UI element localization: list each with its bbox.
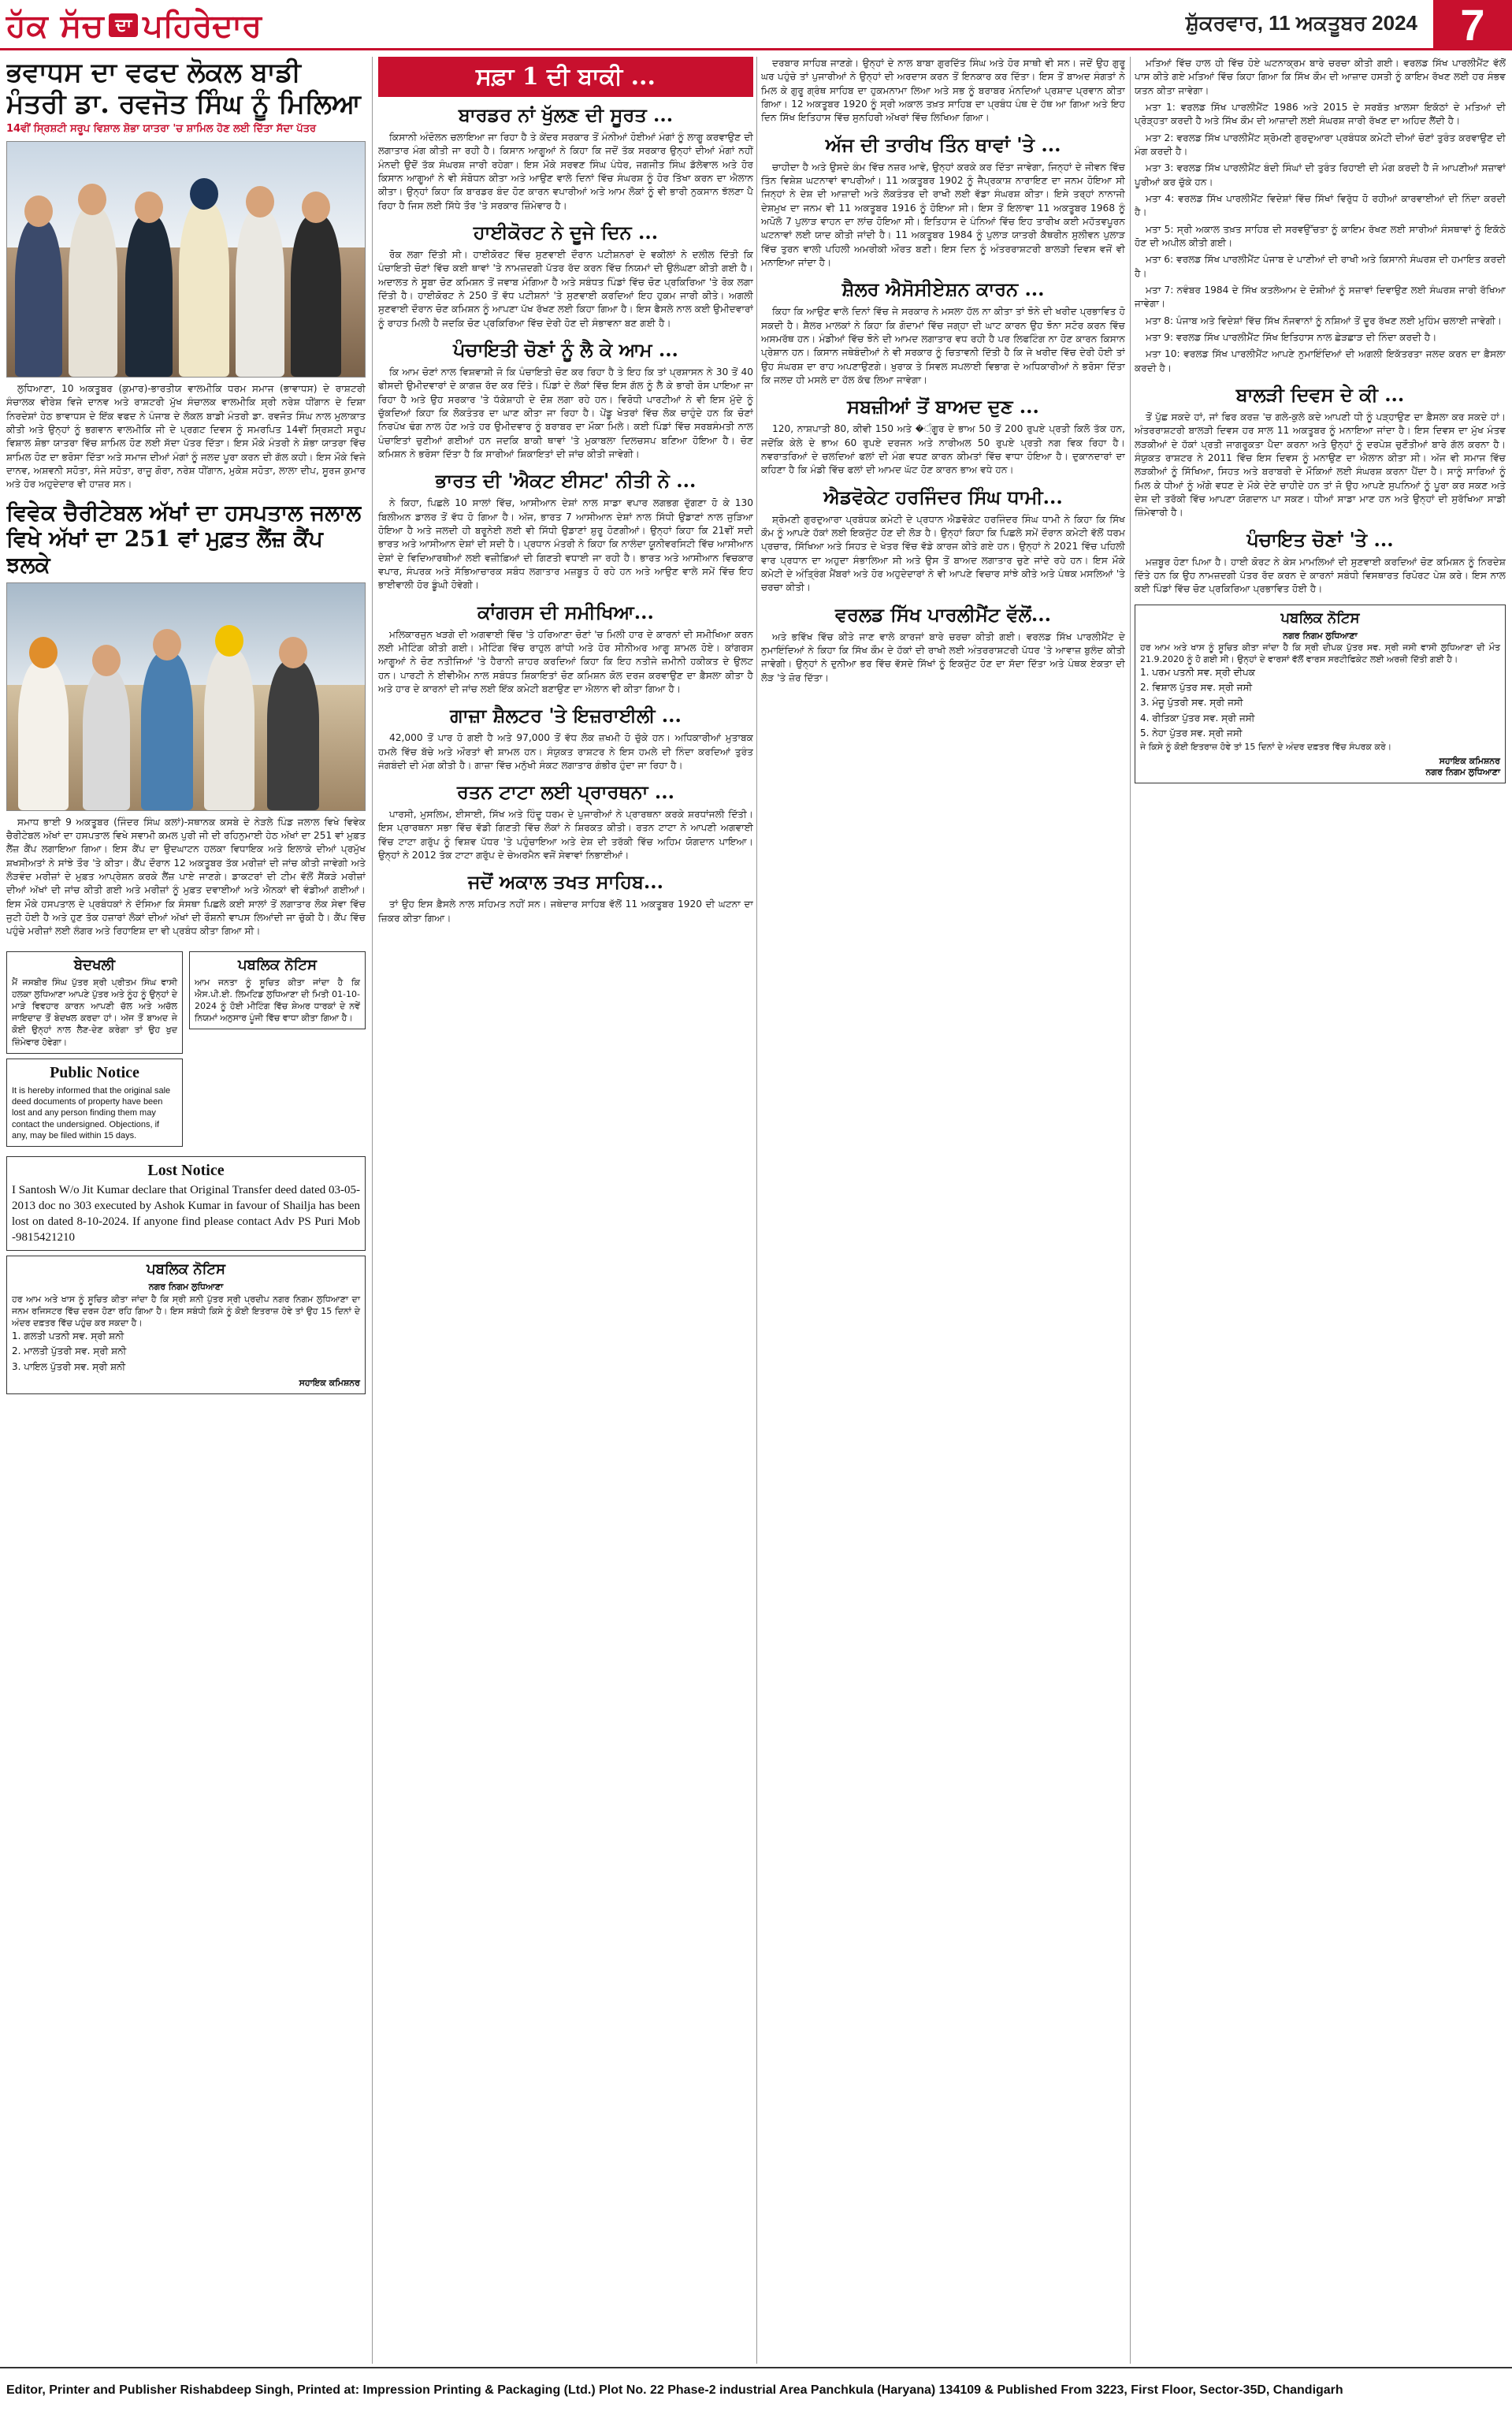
resolution-item: ਮਤਾ 7: ਨਵੰਬਰ 1984 ਦੇ ਸਿੱਖ ਕਤਲੇਆਮ ਦੇ ਦੋਸ਼ੀਆਂ ਨੂੰ ਸਜ਼ਾਵਾਂ ਦਿਵਾਉਣ ਲਈ ਸੰਘਰਸ਼ ਜਾਰੀ ਰੱਖਿਆ ਜਾਵੇਗਾ। (1135, 284, 1506, 310)
article-headline: ਪੰਚਾਇਤ ਚੋਣਾਂ 'ਤੇ ... (1246, 527, 1394, 551)
article-congress-review (378, 601, 753, 697)
list-item: 4. ਰੀਤਿਕਾ ਪੁੱਤਰ ਸਵ. ਸ੍ਰੀ ਜਸੀ (1140, 712, 1255, 724)
resolution-item: ਮਤਾ 10: ਵਰਲਡ ਸਿੱਖ ਪਾਰਲੀਮੈਂਟ ਆਪਣੇ ਨੁਮਾਇੰਦਿਆਂ ਦੀ ਅਗਲੀ ਇਕੱਤਰਤਾ ਜਲਦ ਕਰਨ ਦਾ ਫ਼ੈਸਲਾ ਕਰਦੀ ਹੈ। (1135, 348, 1506, 374)
newspaper-logo[interactable] (6, 3, 262, 47)
list-item: 2. ਮਾਲਤੀ ਪੁੱਤਰੀ ਸਵ. ਸ੍ਰੀ ਸ਼ਨੀ (12, 1345, 127, 1357)
notice-footer: ਜੇ ਕਿਸੇ ਨੂੰ ਕੋਈ ਇਤਰਾਜ਼ ਹੋਵੇ ਤਾਂ 15 ਦਿਨਾਂ ਦੇ ਅੰਦਰ ਦਫ਼ਤਰ ਵਿੱਚ ਸੰਪਰਕ ਕਰੇ। (1140, 741, 1392, 752)
masthead (0, 0, 1512, 50)
article-headline: ਐਡਵੋਕੇਟ ਹਰਜਿੰਦਰ ਸਿੰਘ ਧਾਮੀ... (823, 485, 1063, 508)
article-girl-child-day (1135, 383, 1506, 520)
list-item: 3. ਪਾਇਲ ਪੁੱਤਰੀ ਸਵ. ਸ੍ਰੀ ਸ਼ਨੀ (12, 1360, 126, 1372)
article-body: ਤਾਂ ਉਹ ਇਸ ਫ਼ੈਸਲੇ ਨਾਲ ਸਹਿਮਤ ਨਹੀਂ ਸਨ। ਜਥੇਦਾਰ ਸਾਹਿਬ ਵੱਲੋਂ 11 ਅਕਤੂਬਰ 1920 ਦੀ ਘਟਨਾ ਦਾ ਜ਼ਿਕਰ ਕੀਤਾ ਗਿਆ। (378, 899, 753, 924)
article-ratan-tata (378, 780, 753, 862)
article-body: ਨੇ ਕਿਹਾ, ਪਿਛਲੇ 10 ਸਾਲਾਂ ਵਿੱਚ, ਆਸੀਆਨ ਦੇਸ਼ਾਂ ਨਾਲ ਸਾਡਾ ਵਪਾਰ ਲਗਭਗ ਦੁੱਗਣਾ ਹੋ ਕੇ 130 ਬਿਲੀਅਨ ਡਾਲਰ ਤੋਂ ਵੱਧ ਹੋ ਗਿਆ ਹੈ। ਅੱਜ, ਭਾਰਤ 7 ਆਸੀਆਨ ਦੇਸ਼ਾਂ ਨਾਲ ਸਿੱਧੀ ਉਡਾਣਾਂ ਨਾਲ ਜੁੜਿਆ ਹੋਇਆ ਹੈ ਅਤੇ ਜਲਦੀ ਹੀ ਬਰੂਨੇਈ ਲਈ ਵੀ ਸਿੱਧੀ ਉਡਾਣਾਂ ਸ਼ੁਰੂ ਹੋਣਗੀਆਂ। ਉਨ੍ਹਾਂ ਕਿਹਾ ਕਿ 21ਵੀਂ ਸਦੀ ਭਾਰਤ ਅਤੇ ਆਸੀਆਨ ਦੇਸ਼ਾਂ ਦੀ ਸਦੀ ਹੈ। ਪ੍ਰਧਾਨ ਮੰਤਰੀ ਨੇ ਕਿਹਾ ਕਿ ਨਾਲੰਦਾ ਯੂਨੀਵਰਸਿਟੀ ਵਿੱਚ ਆਸੀਆਨ ਦੇਸ਼ਾਂ ਦੇ ਵਿਦਿਆਰਥੀਆਂ ਲਈ ਵਜ਼ੀਫ਼ਿਆਂ ਦੀ ਗਿਣਤੀ ਵਧਾਈ ਜਾ ਰਹੀ ਹੈ। ਭਾਰਤ ਅਤੇ ਆਸੀਆਨ ਵਿਚਕਾਰ ਵਪਾਰ, ਸੰਪਰਕ ਅਤੇ ਸੱਭਿਆਚਾਰਕ ਸਬੰਧ ਲਗਾਤਾਰ ਮਜ਼ਬੂਤ ਹੋ ਰਹੇ ਹਨ ਅਤੇ ਆਉਣ ਵਾਲੇ ਸਮੇਂ ਵਿੱਚ ਇਹ ਭਾਈਵਾਲੀ ਹੋਰ ਡੂੰਘੀ ਹੋਵੇਗੀ। (378, 497, 753, 591)
list-item: 2. ਵਿਸ਼ਾਲ ਪੁੱਤਰ ਸਵ. ਸ੍ਰੀ ਜਸੀ (1140, 682, 1253, 694)
article-highcourt (378, 221, 753, 330)
article-headline: ਭਵਾਧਸ ਦਾ ਵਫਦ ਲੋਕਲ ਬਾਡੀ (6, 57, 301, 88)
article-todays-date (761, 133, 1125, 270)
article-body: ਚਾਹੀਦਾ ਹੈ ਅਤੇ ਉਸਦੇ ਕੰਮ ਵਿੱਚ ਨਜ਼ਰ ਆਵੇ, ਉਨ੍ਹਾਂ ਕਰਕੇ ਕਰ ਦਿੱਤਾ ਜਾਵੇਗਾ, ਜਿਨ੍ਹਾਂ ਦੇ ਜੀਵਨ ਵਿੱਚ ਤਿੰਨ ਵਿਸ਼ੇਸ਼ ਘਟਨਾਵਾਂ ਵਾਪਰੀਆਂ। 11 ਅਕਤੂਬਰ 1902 ਨੂੰ ਜੈਪ੍ਰਕਾਸ਼ ਨਾਰਾਇਣ ਦਾ ਜਨਮ ਹੋਇਆ ਸੀ ਜਿਨ੍ਹਾਂ ਨੇ ਦੇਸ਼ ਦੀ ਆਜ਼ਾਦੀ ਅਤੇ ਲੋਕਤੰਤਰ ਦੀ ਰਾਖੀ ਲਈ ਵੱਡਾ ਸੰਘਰਸ਼ ਕੀਤਾ। ਇਸੇ ਤਰ੍ਹਾਂ ਨਾਨਾਜੀ ਦੇਸ਼ਮੁਖ ਦਾ ਜਨਮ ਵੀ 11 ਅਕਤੂਬਰ 1916 ਨੂੰ ਹੋਇਆ ਸੀ। ਇਸ ਤੋਂ ਇਲਾਵਾ 11 ਅਕਤੂਬਰ 1968 ਨੂੰ ਅਪੋਲੋ 7 ਪੁਲਾੜ ਵਾਹਨ ਦਾ ਲਾਂਚ ਹੋਇਆ ਸੀ। ਇਤਿਹਾਸ ਦੇ ਪੰਨਿਆਂ ਵਿੱਚ ਇਹ ਤਾਰੀਖ ਕਈ ਮਹੱਤਵਪੂਰਨ ਘਟਨਾਵਾਂ ਲਈ ਯਾਦ ਕੀਤੀ ਜਾਂਦੀ ਹੈ। 11 ਅਕਤੂਬਰ 1984 ਨੂੰ ਪੁਲਾੜ ਯਾਤਰੀ ਕੈਥਰੀਨ ਸੁਲੀਵਨ ਪੁਲਾੜ ਵਿੱਚ ਤੁਰਨ ਵਾਲੀ ਪਹਿਲੀ ਅਮਰੀਕੀ ਔਰਤ ਬਣੀ। ਇਸ ਦਿਨ ਨੂੰ ਅੰਤਰਰਾਸ਼ਟਰੀ ਬਾਲੜੀ ਦਿਵਸ ਵਜੋਂ ਵੀ ਮਨਾਇਆ ਜਾਂਦਾ ਹੈ। (761, 161, 1125, 268)
resolution-item: ਮਤਾ 2: ਵਰਲਡ ਸਿੱਖ ਪਾਰਲੀਮੈਂਟ ਸ਼੍ਰੋਮਣੀ ਗੁਰਦੁਆਰਾ ਪ੍ਰਬੰਧਕ ਕਮੇਟੀ ਦੀਆਂ ਚੋਣਾਂ ਤੁਰੰਤ ਕਰਵਾਉਣ ਦੀ ਮੰਗ ਕਰਦੀ ਹੈ। (1135, 132, 1506, 157)
notice-signature: ਸਹਾਇਕ ਕਮਿਸ਼ਨਰ (299, 1377, 360, 1388)
article-panchayat-elections (378, 338, 753, 461)
article-body: ਮਜ਼ਬੂਰ ਹੋਣਾ ਪਿਆ ਹੈ। ਹਾਈ ਕੋਰਟ ਨੇ ਕੇਸ ਮਾਮਲਿਆਂ ਦੀ ਸੁਣਵਾਈ ਕਰਦਿਆਂ ਚੋਣ ਕਮਿਸ਼ਨ ਨੂੰ ਨਿਰਦੇਸ਼ ਦਿੱਤੇ ਹਨ ਕਿ ਉਹ ਨਾਮਜ਼ਦਗੀ ਪੱਤਰ ਰੱਦ ਕਰਨ ਦੇ ਕਾਰਨਾਂ ਸਬੰਧੀ ਵਿਸਥਾਰਤ ਰਿਪੋਰਟ ਪੇਸ਼ ਕਰੇ। ਇਸ ਨਾਲ ਕਈ ਪਿੰਡਾਂ ਵਿੱਚ ਚੋਣ ਪ੍ਰਕਿਰਿਆ ਪ੍ਰਭਾਵਿਤ ਹੋਈ ਹੈ। (1135, 556, 1506, 595)
notice-body: ਆਮ ਜਨਤਾ ਨੂੰ ਸੂਚਿਤ ਕੀਤਾ ਜਾਂਦਾ ਹੈ ਕਿ ਐਸ.ਪੀ.ਈ. ਲਿਮਟਿਡ ਲੁਧਿਆਣਾ ਦੀ ਮਿਤੀ 01-10-2024 ਨੂੰ ਹੋਈ ਮੀਟਿੰਗ ਵਿੱਚ ਸ਼ੇਅਰ ਧਾਰਕਾਂ ਦੇ ਨਵੇਂ ਨਿਯਮਾਂ ਅਨੁਸਾਰ ਪੂੰਜੀ ਵਿੱਚ ਵਾਧਾ ਕੀਤਾ ਗਿਆ ਹੈ। (195, 977, 360, 1024)
article-headline: ਹਾਈਕੋਰਟ ਨੇ ਦੂਜੇ ਦਿਨ ... (473, 220, 659, 244)
article-body: ਕਿਹਾ ਕਿ ਆਉਣ ਵਾਲੇ ਦਿਨਾਂ ਵਿੱਚ ਜੇ ਸਰਕਾਰ ਨੇ ਮਸਲਾ ਹੱਲ ਨਾ ਕੀਤਾ ਤਾਂ ਝੋਨੇ ਦੀ ਖਰੀਦ ਪ੍ਰਭਾਵਿਤ ਹੋ ਸਕਦੀ ਹੈ। ਸ਼ੈਲਰ ਮਾਲਕਾਂ ਨੇ ਕਿਹਾ ਕਿ ਗੋਦਾਮਾਂ ਵਿੱਚ ਜਗ੍ਹਾ ਦੀ ਘਾਟ ਕਾਰਨ ਉਹ ਝੋਨਾ ਸਟੋਰ ਕਰਨ ਵਿੱਚ ਅਸਮਰੱਥ ਹਨ। ਮੰਡੀਆਂ ਵਿੱਚ ਝੋਨੇ ਦੀ ਆਮਦ ਲਗਾਤਾਰ ਵਧ ਰਹੀ ਹੈ ਪਰ ਲਿਫਟਿੰਗ ਨਾ ਹੋਣ ਕਾਰਨ ਕਿਸਾਨ ਪ੍ਰੇਸ਼ਾਨ ਹਨ। ਕਿਸਾਨ ਜਥੇਬੰਦੀਆਂ ਨੇ ਵੀ ਸਰਕਾਰ ਨੂੰ ਚਿਤਾਵਨੀ ਦਿੱਤੀ ਹੈ ਕਿ ਜੇ ਖਰੀਦ ਵਿੱਚ ਦੇਰੀ ਹੋਈ ਤਾਂ ਉਹ ਸੰਘਰਸ਼ ਦਾ ਰਾਹ ਅਪਣਾਉਣਗੇ। ਖੁਰਾਕ ਤੇ ਸਿਵਲ ਸਪਲਾਈ ਵਿਭਾਗ ਦੇ ਅਧਿਕਾਰੀਆਂ ਨੇ ਭਰੋਸਾ ਦਿੱਤਾ ਕਿ ਜਲਦ ਹੀ ਮਸਲੇ ਦਾ ਹੱਲ ਕੱਢ ਲਿਆ ਜਾਵੇਗਾ। (761, 306, 1125, 385)
article-headline: ਰਤਨ ਟਾਟਾ ਲਈ ਪ੍ਰਾਰਥਨਾ ... (457, 780, 674, 804)
article-act-east (378, 469, 753, 592)
continued-section-banner: ਸਫ਼ਾ 1 ਦੀ ਬਾਕੀ ... (378, 57, 753, 97)
column-divider (756, 57, 757, 2364)
article-headline: ਕਾਂਗਰਸ ਦੀ ਸਮੀਖਿਆ... (477, 600, 654, 623)
public-notice-english (6, 1059, 183, 1147)
list-item: 3. ਮੰਜੂ ਪੁੱਤਰੀ ਸਵ. ਸ੍ਰੀ ਜਸੀ (1140, 697, 1243, 709)
article-continuation (761, 57, 1125, 125)
notice-body: ਮੈਂ ਜਸਬੀਰ ਸਿੰਘ ਪੁੱਤਰ ਸ਼੍ਰੀ ਪ੍ਰੀਤਮ ਸਿੰਘ ਵਾਸੀ ਹਲਕਾ ਲੁਧਿਆਣਾ ਆਪਣੇ ਪੁੱਤਰ ਅਤੇ ਨੂੰਹ ਨੂੰ ਉਨ੍ਹਾਂ ਦੇ ਮਾੜੇ ਵਿਵਹਾਰ ਕਾਰਨ ਆਪਣੀ ਚੱਲ ਅਤੇ ਅਚੱਲ ਜਾਇਦਾਦ ਤੋਂ ਬੇਦਖਲ ਕਰਦਾ ਹਾਂ। ਅੱਜ ਤੋਂ ਬਾਅਦ ਜੇ ਕੋਈ ਉਨ੍ਹਾਂ ਨਾਲ ਲੈਣ-ਦੇਣ ਕਰੇਗਾ ਤਾਂ ਉਹ ਖੁਦ ਜ਼ਿੰਮੇਵਾਰ ਹੋਵੇਗਾ। (12, 977, 177, 1047)
article-body: ਸ਼੍ਰੋਮਣੀ ਗੁਰਦੁਆਰਾ ਪ੍ਰਬੰਧਕ ਕਮੇਟੀ ਦੇ ਪ੍ਰਧਾਨ ਐਡਵੋਕੇਟ ਹਰਜਿੰਦਰ ਸਿੰਘ ਧਾਮੀ ਨੇ ਕਿਹਾ ਕਿ ਸਿੱਖ ਕੌਮ ਨੂੰ ਆਪਣੇ ਹੱਕਾਂ ਲਈ ਇਕਜੁੱਟ ਹੋਣ ਦੀ ਲੋੜ ਹੈ। ਉਨ੍ਹਾਂ ਕਿਹਾ ਕਿ ਪਿਛਲੇ ਸਮੇਂ ਦੌਰਾਨ ਕਮੇਟੀ ਵੱਲੋਂ ਧਰਮ ਪ੍ਰਚਾਰ, ਸਿੱਖਿਆ ਅਤੇ ਸਿਹਤ ਦੇ ਖੇਤਰ ਵਿੱਚ ਵੱਡੇ ਕਾਰਜ ਕੀਤੇ ਗਏ ਹਨ। ਉਨ੍ਹਾਂ ਨੇ 2021 ਵਿੱਚ ਪਹਿਲੀ ਵਾਰ ਪ੍ਰਧਾਨ ਦਾ ਅਹੁਦਾ ਸੰਭਾਲਿਆ ਸੀ ਅਤੇ ਉਸ ਤੋਂ ਬਾਅਦ ਲਗਾਤਾਰ ਚੁਣੇ ਜਾਂਦੇ ਰਹੇ ਹਨ। ਇਸ ਮੌਕੇ ਕਮੇਟੀ ਦੇ ਅੰਤ੍ਰਿੰਗ ਮੈਂਬਰਾਂ ਅਤੇ ਹੋਰ ਅਹੁਦੇਦਾਰਾਂ ਨੇ ਵੀ ਆਪਣੇ ਵਿਚਾਰ ਸਾਂਝੇ ਕੀਤੇ ਅਤੇ ਪੰਥਕ ਮਸਲਿਆਂ 'ਤੇ ਚਰਚਾ ਕੀਤੀ। (761, 513, 1125, 593)
article-border (378, 103, 753, 213)
article-headline: ਸ਼ੈਲਰ ਐਸੋਸੀਏਸ਼ਨ ਕਾਰਨ ... (841, 277, 1045, 301)
article-gaza (378, 704, 753, 772)
article-sheller-association (761, 277, 1125, 387)
article-headline: ਵਿਖੇ ਅੱਖਾਂ ਦਾ 251 ਵਾਂ ਮੁਫ਼ਤ ਲੈਂਜ਼ ਕੈਂਪ ਝਲਕੇ (6, 525, 323, 578)
article-body: ਮਤਿਆਂ ਵਿੱਚ ਹਾਲ ਹੀ ਵਿੱਚ ਹੋਏ ਘਟਨਾਕ੍ਰਮ ਬਾਰੇ ਚਰਚਾ ਕੀਤੀ ਗਈ। ਵਰਲਡ ਸਿੱਖ ਪਾਰਲੀਮੈਂਟ ਵੱਲੋਂ ਪਾਸ ਕੀਤੇ ਗਏ ਮਤਿਆਂ ਵਿੱਚ ਕਿਹਾ ਗਿਆ ਕਿ ਸਿੱਖ ਕੌਮ ਦੀ ਆਜ਼ਾਦ ਹਸਤੀ ਨੂੰ ਕਾਇਮ ਰੱਖਣ ਲਈ ਹਰ ਸੰਭਵ ਯਤਨ ਕੀਤਾ ਜਾਵੇਗਾ। ਮਤਾ 1: ਵਰਲਡ ਸਿੱਖ ਪਾਰਲੀਮੈਂਟ 1986 ਅਤੇ 2015 ਦੇ ਸਰਬੱਤ ਖ਼ਾਲਸਾ ਇਕੱਠਾਂ ਦੇ ਮਤਿਆਂ ਦੀ ਪ੍ਰੋੜ੍ਹਤਾ ਕਰਦੀ ਹੈ ਅਤੇ ਸਿੱਖ ਕੌਮ ਦੀ ਆਜ਼ਾਦੀ ਲਈ ਸੰਘਰਸ਼ ਜਾਰੀ ਰੱਖਣ ਦਾ ਅਹਿਦ ਲੈਂਦੀ ਹੈ। ਮਤਾ 2: ਵਰਲਡ ਸਿੱਖ ਪਾਰਲੀਮੈਂਟ ਸ਼੍ਰੋਮਣੀ ਗੁਰਦੁਆਰਾ ਪ੍ਰਬੰਧਕ ਕਮੇਟੀ ਦੀਆਂ ਚੋਣਾਂ ਤੁਰੰਤ ਕਰਵਾਉਣ ਦੀ ਮੰਗ ਕਰਦੀ ਹੈ। ਮਤਾ 3: ਵਰਲਡ ਸਿੱਖ ਪਾਰਲੀਮੈਂਟ ਬੰਦੀ ਸਿੰਘਾਂ ਦੀ ਤੁਰੰਤ ਰਿਹਾਈ ਦੀ ਮੰਗ ਕਰਦੀ ਹੈ ਜੋ ਆਪਣੀਆਂ ਸਜ਼ਾਵਾਂ ਪੂਰੀਆਂ ਕਰ ਚੁੱਕੇ ਹਨ। ਮਤਾ 4: ਵਰਲਡ ਸਿੱਖ ਪਾਰਲੀਮੈਂਟ ਵਿਦੇਸ਼ਾਂ ਵਿੱਚ ਸਿੱਖਾਂ ਵਿਰੁੱਧ ਹੋ ਰਹੀਆਂ ਕਾਰਵਾਈਆਂ ਦੀ ਨਿੰਦਾ ਕਰਦੀ ਹੈ। ਮਤਾ 5: ਸ੍ਰੀ ਅਕਾਲ ਤਖ਼ਤ ਸਾਹਿਬ ਦੀ ਸਰਵਉੱਚਤਾ ਨੂੰ ਕਾਇਮ ਰੱਖਣ ਲਈ ਸਾਰੀਆਂ ਸੰਸਥਾਵਾਂ ਨੂੰ ਇਕੱਠੇ ਹੋਣ ਦੀ ਅਪੀਲ ਕੀਤੀ ਗਈ। ਮਤਾ 6: ਵਰਲਡ ਸਿੱਖ ਪਾਰਲੀਮੈਂਟ ਪੰਜਾਬ ਦੇ ਪਾਣੀਆਂ ਦੀ ਰਾਖੀ ਅਤੇ ਕਿਸਾਨੀ ਸੰਘਰਸ਼ ਦੀ ਹਮਾਇਤ ਕਰਦੀ ਹੈ। ਮਤਾ 7: ਨਵੰਬਰ 1984 ਦੇ ਸਿੱਖ ਕਤਲੇਆਮ ਦੇ ਦੋਸ਼ੀਆਂ ਨੂੰ ਸਜ਼ਾਵਾਂ ਦਿਵਾਉਣ ਲਈ ਸੰਘਰਸ਼ ਜਾਰੀ ਰੱਖਿਆ ਜਾਵੇਗਾ। ਮਤਾ 8: ਪੰਜਾਬ ਅਤੇ ਵਿਦੇਸ਼ਾਂ ਵਿੱਚ ਸਿੱਖ ਨੌਜਵਾਨਾਂ ਨੂੰ ਨਸ਼ਿਆਂ ਤੋਂ ਦੂਰ ਰੱਖਣ ਲਈ ਮੁਹਿੰਮ ਚਲਾਈ ਜਾਵੇਗੀ। ਮਤਾ 9: ਵਰਲਡ ਸਿੱਖ ਪਾਰਲੀਮੈਂਟ ਸਿੱਖ ਇਤਿਹਾਸ ਨਾਲ ਛੇੜਛਾੜ ਦੀ ਨਿੰਦਾ ਕਰਦੀ ਹੈ। ਮਤਾ 10: ਵਰਲਡ ਸਿੱਖ ਪਾਰਲੀਮੈਂਟ ਆਪਣੇ ਨੁਮਾਇੰਦਿਆਂ ਦੀ ਅਗਲੀ ਇਕੱਤਰਤਾ ਜਲਦ ਕਰਨ ਦਾ ਫ਼ੈਸਲਾ ਕਰਦੀ ਹੈ। (1135, 57, 1506, 375)
article-headline: ਵਿਵੇਕ ਚੈਰੀਟੇਬਲ ਅੱਖਾਂ ਦਾ ਹਸਪਤਾਲ ਜਲਾਲ (6, 499, 362, 526)
issue-date: ਸ਼ੁੱਕਰਵਾਰ, 11 ਅਕਤੂਬਰ 2024 (1185, 11, 1417, 35)
article-resolutions (1135, 57, 1506, 375)
article-panchayat-polls (1135, 528, 1506, 597)
logo-word-2: ਦਾ (109, 13, 138, 37)
resolution-item: ਮਤਾ 3: ਵਰਲਡ ਸਿੱਖ ਪਾਰਲੀਮੈਂਟ ਬੰਦੀ ਸਿੰਘਾਂ ਦੀ ਤੁਰੰਤ ਰਿਹਾਈ ਦੀ ਮੰਗ ਕਰਦੀ ਹੈ ਜੋ ਆਪਣੀਆਂ ਸਜ਼ਾਵਾਂ ਪੂਰੀਆਂ ਕਰ ਚੁੱਕੇ ਹਨ। (1135, 162, 1506, 188)
notice-body: ਹਰ ਆਮ ਅਤੇ ਖਾਸ ਨੂੰ ਸੂਚਿਤ ਕੀਤਾ ਜਾਂਦਾ ਹੈ ਕਿ ਸ੍ਰੀ ਦੀਪਕ ਪੁੱਤਰ ਸਵ. ਸ੍ਰੀ ਜਸੀ ਵਾਸੀ ਲੁਧਿਆਣਾ ਦੀ ਮੌਤ 21.9.2020 ਨੂੰ ਹੋ ਗਈ ਸੀ। ਉਨ੍ਹਾਂ ਦੇ ਵਾਰਸਾਂ ਵੱਲੋਂ ਵਾਰਸ ਸਰਟੀਫਿਕੇਟ ਲਈ ਅਰਜ਼ੀ ਦਿੱਤੀ ਗਈ ਹੈ। (1140, 642, 1500, 664)
article-headline: ਜਦੋਂ ਅਕਾਲ ਤਖਤ ਸਾਹਿਬ... (467, 870, 663, 894)
article-body: ਮਲਿਕਾਰਜੁਨ ਖੜਗੇ ਦੀ ਅਗਵਾਈ ਵਿੱਚ 'ਤੇ ਹਰਿਆਣਾ ਚੋਣਾਂ 'ਚ ਮਿਲੀ ਹਾਰ ਦੇ ਕਾਰਨਾਂ ਦੀ ਸਮੀਖਿਆ ਕਰਨ ਲਈ ਮੀਟਿੰਗ ਕੀਤੀ ਗਈ। ਮੀਟਿੰਗ ਵਿੱਚ ਰਾਹੁਲ ਗਾਂਧੀ ਅਤੇ ਹੋਰ ਸੀਨੀਅਰ ਆਗੂ ਸ਼ਾਮਲ ਹੋਏ। ਕਾਂਗਰਸ ਆਗੂਆਂ ਨੇ ਚੋਣ ਨਤੀਜਿਆਂ 'ਤੇ ਹੈਰਾਨੀ ਜ਼ਾਹਰ ਕਰਦਿਆਂ ਕਿਹਾ ਕਿ ਇਹ ਨਤੀਜੇ ਜ਼ਮੀਨੀ ਹਕੀਕਤ ਦੇ ਉਲਟ ਹਨ। ਪਾਰਟੀ ਨੇ ਈਵੀਐਮ ਨਾਲ ਸਬੰਧਤ ਸ਼ਿਕਾਇਤਾਂ ਚੋਣ ਕਮਿਸ਼ਨ ਕੋਲ ਦਰਜ ਕਰਵਾਉਣ ਦਾ ਫ਼ੈਸਲਾ ਕੀਤਾ ਹੈ ਅਤੇ ਹਾਰ ਦੇ ਕਾਰਨਾਂ ਦੀ ਜਾਂਚ ਲਈ ਇੱਕ ਕਮੇਟੀ ਬਣਾਉਣ ਦਾ ਐਲਾਨ ਵੀ ਕੀਤਾ ਗਿਆ ਹੈ। (378, 628, 753, 694)
notice-title: ਬੇਦਖਲੀ (73, 956, 116, 973)
article-world-sikh-parliament (761, 603, 1125, 685)
article-dhami (761, 486, 1125, 595)
article-headline: ਸਬਜ਼ੀਆਂ ਤੋਂ ਬਾਅਦ ਦੁਣ ... (847, 395, 1039, 419)
column-divider (1130, 57, 1131, 2364)
notice-title: ਪਬਲਿਕ ਨੋਟਿਸ (147, 1261, 225, 1278)
notice-signature: ਸਹਾਇਕ ਕਮਿਸ਼ਨਰ ਨਗਰ ਨਿਗਮ ਲੁਧਿਆਣਾ (1425, 756, 1500, 778)
list-item: 1. ਪਰਮ ਪਤਨੀ ਸਵ. ਸ੍ਰੀ ਦੀਪਕ (1140, 667, 1255, 679)
article-subhead: 14ਵੀਂ ਸ੍ਰਿਸ਼ਟੀ ਸਰੂਪ ਵਿਸ਼ਾਲ ਸ਼ੋਭਾ ਯਾਤਰਾ 'ਚ ਸ਼ਾਮਿਲ ਹੋਣ ਲਈ ਦਿੱਤਾ ਸੱਦਾ ਪੱਤਰ (6, 123, 317, 136)
article-akal-takht (378, 870, 753, 925)
article-body: ਰੋਕ ਲਗਾ ਦਿੱਤੀ ਸੀ। ਹਾਈਕੋਰਟ ਵਿੱਚ ਸੁਣਵਾਈ ਦੌਰਾਨ ਪਟੀਸ਼ਨਰਾਂ ਦੇ ਵਕੀਲਾਂ ਨੇ ਦਲੀਲ ਦਿੱਤੀ ਕਿ ਪੰਚਾਇਤੀ ਚੋਣਾਂ ਵਿੱਚ ਕਈ ਥਾਵਾਂ 'ਤੇ ਨਾਮਜ਼ਦਗੀ ਪੱਤਰ ਰੱਦ ਕਰਨ ਵਿੱਚ ਨਿਯਮਾਂ ਦੀ ਉਲੰਘਣਾ ਕੀਤੀ ਗਈ ਹੈ। ਅਦਾਲਤ ਨੇ ਸੂਬਾ ਚੋਣ ਕਮਿਸ਼ਨ ਤੋਂ ਜਵਾਬ ਮੰਗਿਆ ਹੈ ਅਤੇ ਸਬੰਧਤ ਪਿੰਡਾਂ ਵਿੱਚ ਚੋਣ ਪ੍ਰਕਿਰਿਆ 'ਤੇ ਰੋਕ ਲਗਾ ਦਿੱਤੀ ਹੈ। ਹਾਈਕੋਰਟ ਨੇ 250 ਤੋਂ ਵੱਧ ਪਟੀਸ਼ਨਾਂ 'ਤੇ ਸੁਣਵਾਈ ਕਰਦਿਆਂ ਇਹ ਹੁਕਮ ਜਾਰੀ ਕੀਤੇ। ਅਗਲੀ ਸੁਣਵਾਈ ਦੌਰਾਨ ਚੋਣ ਕਮਿਸ਼ਨ ਨੂੰ ਆਪਣਾ ਪੱਖ ਰੱਖਣ ਲਈ ਕਿਹਾ ਗਿਆ ਹੈ। ਇਸ ਫੈਸਲੇ ਨਾਲ ਕਈ ਉਮੀਦਵਾਰਾਂ ਨੂੰ ਰਾਹਤ ਮਿਲੀ ਹੈ ਜਦਕਿ ਚੋਣ ਪ੍ਰਕਿਰਿਆ ਵਿੱਚ ਦੇਰੀ ਹੋਣ ਦੀ ਸੰਭਾਵਨਾ ਬਣ ਗਈ ਹੈ। (378, 248, 753, 329)
article-body: ਦਰਬਾਰ ਸਾਹਿਬ ਜਾਣਗੇ। ਉਨ੍ਹਾਂ ਦੇ ਨਾਲ ਬਾਬਾ ਗੁਰਦਿੱਤ ਸਿੰਘ ਅਤੇ ਹੋਰ ਸਾਥੀ ਵੀ ਸਨ। ਜਦੋਂ ਉਹ ਗੁਰੂ ਘਰ ਪਹੁੰਚੇ ਤਾਂ ਪੁਜਾਰੀਆਂ ਨੇ ਉਨ੍ਹਾਂ ਦੀ ਅਰਦਾਸ ਕਰਨ ਤੋਂ ਇਨਕਾਰ ਕਰ ਦਿੱਤਾ। ਇਸ ਤੋਂ ਬਾਅਦ ਸੰਗਤਾਂ ਨੇ ਮਿਲ ਕੇ ਗੁਰੂ ਗ੍ਰੰਥ ਸਾਹਿਬ ਦਾ ਹੁਕਮਨਾਮਾ ਲਿਆ ਅਤੇ ਸਭ ਨੂੰ ਬਰਾਬਰ ਮੰਨਦਿਆਂ ਪ੍ਰਸ਼ਾਦ ਪ੍ਰਵਾਨ ਕੀਤਾ ਗਿਆ। 12 ਅਕਤੂਬਰ 1920 ਨੂੰ ਸ੍ਰੀ ਅਕਾਲ ਤਖ਼ਤ ਸਾਹਿਬ ਦਾ ਪ੍ਰਬੰਧ ਪੰਥ ਦੇ ਹੱਥ ਆ ਗਿਆ ਅਤੇ ਇਹ ਦਿਨ ਸਿੱਖ ਇਤਿਹਾਸ ਵਿੱਚ ਸੁਨਹਿਰੀ ਅੱਖਰਾਂ ਵਿੱਚ ਲਿਖਿਆ ਗਿਆ। (761, 58, 1125, 124)
article-headline: ਪੰਚਾਇਤੀ ਚੋਣਾਂ ਨੂੰ ਲੈ ਕੇ ਆਮ ... (453, 337, 678, 361)
column-divider (372, 57, 373, 2364)
article-bhavadhas (6, 57, 366, 492)
notice-title: ਪਬਲਿਕ ਨੋਟਿਸ (1280, 609, 1360, 627)
column-3 (761, 57, 1125, 2364)
logo-word-1: ਹੱਕ ਸੱਚ (6, 6, 105, 44)
resolution-item: ਮਤਾ 9: ਵਰਲਡ ਸਿੱਖ ਪਾਰਲੀਮੈਂਟ ਸਿੱਖ ਇਤਿਹਾਸ ਨਾਲ ਛੇੜਛਾੜ ਦੀ ਨਿੰਦਾ ਕਰਦੀ ਹੈ। (1146, 331, 1437, 343)
page-number: 7 (1433, 0, 1512, 50)
notice-title: Public Notice (50, 1063, 139, 1081)
company-public-notice (189, 951, 366, 1030)
article-headline: ਭਾਰਤ ਦੀ 'ਐਕਟ ਈਸਟ' ਨੀਤੀ ਨੇ ... (435, 469, 697, 493)
notice-body: ਹਰ ਆਮ ਅਤੇ ਖਾਸ ਨੂੰ ਸੂਚਿਤ ਕੀਤਾ ਜਾਂਦਾ ਹੈ ਕਿ ਸ੍ਰੀ ਸ਼ਨੀ ਪੁੱਤਰ ਸ੍ਰੀ ਪ੍ਰਦੀਪ ਨਗਰ ਨਿਗਮ ਲੁਧਿਆਣਾ ਦਾ ਜਨਮ ਰਜਿਸਟਰ ਵਿੱਚ ਦਰਜ ਹੋਣਾ ਰਹਿ ਗਿਆ ਹੈ। ਇਸ ਸਬੰਧੀ ਕਿਸੇ ਨੂੰ ਕੋਈ ਇਤਰਾਜ਼ ਹੋਵੇ ਤਾਂ ਉਹ 15 ਦਿਨਾਂ ਦੇ ਅੰਦਰ ਦਫ਼ਤਰ ਵਿੱਚ ਪਹੁੰਚ ਕਰ ਸਕਦਾ ਹੈ। (12, 1293, 360, 1328)
resolution-item: ਮਤਾ 8: ਪੰਜਾਬ ਅਤੇ ਵਿਦੇਸ਼ਾਂ ਵਿੱਚ ਸਿੱਖ ਨੌਜਵਾਨਾਂ ਨੂੰ ਨਸ਼ਿਆਂ ਤੋਂ ਦੂਰ ਰੱਖਣ ਲਈ ਮੁਹਿੰਮ ਚਲਾਈ ਜਾਵੇਗੀ। (1146, 314, 1503, 326)
article-body: ਸਮਾਧ ਭਾਈ 9 ਅਕਤੂਬਰ (ਜਿੰਦਰ ਸਿੰਘ ਕਲਾਂ)-ਸਥਾਨਕ ਕਸਬੇ ਦੇ ਨੇੜਲੇ ਪਿੰਡ ਜਲਾਲ ਵਿਖੇ ਵਿਵੇਕ ਚੈਰੀਟੇਬਲ ਅੱਖਾਂ ਦਾ ਹਸਪਤਾਲ ਵਿਖੇ ਸਵਾਮੀ ਕਮਲ ਪੁਰੀ ਜੀ ਦੀ ਰਹਿਨੁਮਾਈ ਹੇਠ ਅੱਖਾਂ ਦਾ 251 ਵਾਂ ਮੁਫ਼ਤ ਲੈਂਜ਼ ਕੈਂਪ ਲਗਾਇਆ ਗਿਆ। ਇਸ ਕੈਂਪ ਦਾ ਉਦਘਾਟਨ ਹਲਕਾ ਵਿਧਾਇਕ ਅਤੇ ਇਲਾਕੇ ਦੀਆਂ ਪ੍ਰਮੁੱਖ ਸ਼ਖਸੀਅਤਾਂ ਨੇ ਸਾਂਝੇ ਤੌਰ 'ਤੇ ਕੀਤਾ। ਕੈਂਪ ਦੌਰਾਨ 12 ਅਕਤੂਬਰ ਤੱਕ ਮਰੀਜ਼ਾਂ ਦੀ ਜਾਂਚ ਕੀਤੀ ਜਾਵੇਗੀ ਅਤੇ ਲੋੜਵੰਦ ਮਰੀਜ਼ਾਂ ਦੇ ਮੁਫ਼ਤ ਆਪ੍ਰੇਸ਼ਨ ਕਰਕੇ ਲੈਂਜ਼ ਪਾਏ ਜਾਣਗੇ। ਡਾਕਟਰਾਂ ਦੀ ਟੀਮ ਵੱਲੋਂ ਸੈਂਕੜੇ ਮਰੀਜ਼ਾਂ ਦੀਆਂ ਅੱਖਾਂ ਦੀ ਜਾਂਚ ਕੀਤੀ ਗਈ ਅਤੇ ਮਰੀਜ਼ਾਂ ਨੂੰ ਮੁਫ਼ਤ ਦਵਾਈਆਂ ਅਤੇ ਐਨਕਾਂ ਵੀ ਵੰਡੀਆਂ ਗਈਆਂ। ਇਸ ਮੌਕੇ ਹਸਪਤਾਲ ਦੇ ਪ੍ਰਬੰਧਕਾਂ ਨੇ ਦੱਸਿਆ ਕਿ ਸੰਸਥਾ ਪਿਛਲੇ ਕਈ ਸਾਲਾਂ ਤੋਂ ਲਗਾਤਾਰ ਲੋਕ ਸੇਵਾ ਵਿੱਚ ਜੁਟੀ ਹੋਈ ਹੈ ਅਤੇ ਹੁਣ ਤੱਕ ਹਜ਼ਾਰਾਂ ਲੋਕਾਂ ਦੀਆਂ ਅੱਖਾਂ ਦੀ ਰੌਸ਼ਨੀ ਵਾਪਸ ਲਿਆਂਦੀ ਜਾ ਚੁੱਕੀ ਹੈ। ਕੈਂਪ ਵਿੱਚ ਪਹੁੰਚੇ ਮਰੀਜ਼ਾਂ ਲਈ ਲੰਗਰ ਅਤੇ ਰਿਹਾਇਸ਼ ਦਾ ਵੀ ਪ੍ਰਬੰਧ ਕੀਤਾ ਗਿਆ ਸੀ। (6, 816, 366, 937)
article-photo (6, 141, 366, 378)
article-body: ਲੁਧਿਆਣਾ, 10 ਅਕਤੂਬਰ (ਕੁਮਾਰ)-ਭਾਰਤੀਯ ਵਾਲਮੀਕਿ ਧਰਮ ਸਮਾਜ (ਭਾਵਾਧਸ) ਦੇ ਰਾਸ਼ਟਰੀ ਸੰਚਾਲਕ ਵੀਰੇਸ਼ ਵਿਜੇ ਦਾਨਵ ਅਤੇ ਰਾਸ਼ਟਰੀ ਮੁੱਖ ਸੰਚਾਲਕ ਵਾਲਮੀਕਿ ਸ਼੍ਰੀ ਨਰੇਸ਼ ਧੀਂਗਾਨ ਦੇ ਦਿਸ਼ਾ ਨਿਰਦੇਸ਼ਾਂ ਹੇਠ ਭਾਵਾਧਸ ਦੇ ਇੱਕ ਵਫਦ ਨੇ ਪੰਜਾਬ ਦੇ ਲੋਕਲ ਬਾਡੀ ਮੰਤਰੀ ਡਾ. ਰਵਜੋਤ ਸਿੰਘ ਨਾਲ ਮੁਲਾਕਾਤ ਕੀਤੀ ਅਤੇ ਉਨ੍ਹਾਂ ਨੂੰ ਭਗਵਾਨ ਵਾਲਮੀਕਿ ਜੀ ਦੇ ਪ੍ਰਗਟ ਦਿਵਸ ਨੂੰ ਸਮਰਪਿਤ 14ਵੀਂ ਸ੍ਰਿਸ਼ਟੀ ਸਰੂਪ ਵਿਸ਼ਾਲ ਸ਼ੋਭਾ ਯਾਤਰਾ ਵਿੱਚ ਸ਼ਾਮਿਲ ਹੋਣ ਲਈ ਸੱਦਾ ਪੱਤਰ ਦਿੱਤਾ। ਇਸ ਮੌਕੇ ਮੰਤਰੀ ਨੇ ਸ਼ੋਭਾ ਯਾਤਰਾ ਵਿੱਚ ਸ਼ਾਮਿਲ ਹੋਣ ਦਾ ਭਰੋਸਾ ਦਿੱਤਾ ਅਤੇ ਸਮਾਜ ਦੀਆਂ ਮੰਗਾਂ ਨੂੰ ਜਲਦ ਪੂਰਾ ਕਰਨ ਦੀ ਗੱਲ ਕਹੀ। ਇਸ ਮੌਕੇ ਵਿਜੇ ਦਾਨਵ, ਅਸ਼ਵਨੀ ਸਹੋਤਾ, ਸੰਜੇ ਸਹੋਤਾ, ਰਾਜੂ ਗੋਰਾ, ਨਰੇਸ਼ ਧੀਂਗਾਨ, ਮੁਕੇਸ਼ ਸਹੋਤਾ, ਲਾਲਾ ਦੀਪ, ਸੂਰਜ ਕੁਮਾਰ ਅਤੇ ਹੋਰ ਅਹੁਦੇਦਾਰ ਵੀ ਹਾਜ਼ਰ ਸਨ। (6, 383, 366, 490)
article-headline: ਬਾਲੜੀ ਦਿਵਸ ਦੇ ਕੀ ... (1235, 382, 1405, 406)
resolution-item: ਮਤਾ 5: ਸ੍ਰੀ ਅਕਾਲ ਤਖ਼ਤ ਸਾਹਿਬ ਦੀ ਸਰਵਉੱਚਤਾ ਨੂੰ ਕਾਇਮ ਰੱਖਣ ਲਈ ਸਾਰੀਆਂ ਸੰਸਥਾਵਾਂ ਨੂੰ ਇਕੱਠੇ ਹੋਣ ਦੀ ਅਪੀਲ ਕੀਤੀ ਗਈ। (1135, 223, 1506, 248)
article-body: ਕਿਸਾਨੀ ਅੰਦੋਲਨ ਚਲਾਇਆ ਜਾ ਰਿਹਾ ਹੈ ਤੇ ਕੇਂਦਰ ਸਰਕਾਰ ਤੋਂ ਮੰਨੀਆਂ ਹੋਈਆਂ ਮੰਗਾਂ ਨੂੰ ਲਾਗੂ ਕਰਵਾਉਣ ਦੀ ਲਗਾਤਾਰ ਮੰਗ ਕੀਤੀ ਜਾ ਰਹੀ ਹੈ। ਕਿਸਾਨ ਆਗੂਆਂ ਨੇ ਕਿਹਾ ਕਿ ਜਦੋਂ ਤੱਕ ਸਰਕਾਰ ਉਨ੍ਹਾਂ ਦੀਆਂ ਮੰਗਾਂ ਨਹੀਂ ਮੰਨਦੀ ਉਦੋਂ ਤੱਕ ਸੰਘਰਸ਼ ਜਾਰੀ ਰਹੇਗਾ। ਇਸ ਮੌਕੇ ਸਰਵਣ ਸਿੰਘ ਪੰਧੇਰ, ਜਗਜੀਤ ਸਿੰਘ ਡੱਲੇਵਾਲ ਅਤੇ ਹੋਰ ਕਿਸਾਨ ਆਗੂਆਂ ਨੇ ਵੀ ਸੰਬੋਧਨ ਕੀਤਾ ਅਤੇ ਆਉਣ ਵਾਲੇ ਦਿਨਾਂ ਵਿੱਚ ਸੰਘਰਸ਼ ਨੂੰ ਹੋਰ ਤਿੱਖਾ ਕਰਨ ਦਾ ਐਲਾਨ ਕੀਤਾ। ਉਨ੍ਹਾਂ ਕਿਹਾ ਕਿ ਬਾਰਡਰ ਬੰਦ ਹੋਣ ਕਾਰਨ ਵਪਾਰੀਆਂ ਅਤੇ ਆਮ ਲੋਕਾਂ ਨੂੰ ਵੀ ਭਾਰੀ ਨੁਕਸਾਨ ਝੱਲਣਾ ਪੈ ਰਿਹਾ ਹੈ ਜਿਸ ਲਈ ਸਿੱਧੇ ਤੌਰ 'ਤੇ ਸਰਕਾਰ ਜ਼ਿੰਮੇਵਾਰ ਹੈ। (378, 132, 753, 211)
article-body: ਪਾਰਸੀ, ਮੁਸਲਿਮ, ਈਸਾਈ, ਸਿੱਖ ਅਤੇ ਹਿੰਦੂ ਧਰਮ ਦੇ ਪੁਜਾਰੀਆਂ ਨੇ ਪ੍ਰਾਰਥਨਾ ਕਰਕੇ ਸ਼ਰਧਾਂਜਲੀ ਦਿੱਤੀ। ਇਸ ਪ੍ਰਾਰਥਨਾ ਸਭਾ ਵਿੱਚ ਵੱਡੀ ਗਿਣਤੀ ਵਿੱਚ ਲੋਕਾਂ ਨੇ ਸ਼ਿਰਕਤ ਕੀਤੀ। ਰਤਨ ਟਾਟਾ ਨੇ ਆਪਣੀ ਅਗਵਾਈ ਵਿੱਚ ਟਾਟਾ ਗਰੁੱਪ ਨੂੰ ਵਿਸ਼ਵ ਪੱਧਰ 'ਤੇ ਪਹੁੰਚਾਇਆ ਅਤੇ ਦੇਸ਼ ਦੀ ਤਰੱਕੀ ਵਿੱਚ ਅਹਿਮ ਯੋਗਦਾਨ ਪਾਇਆ। ਉਨ੍ਹਾਂ ਨੇ 2012 ਤੱਕ ਟਾਟਾ ਗਰੁੱਪ ਦੇ ਚੇਅਰਮੈਨ ਵਜੋਂ ਸੇਵਾਵਾਂ ਨਿਭਾਈਆਂ। (378, 809, 753, 861)
article-headline: ਵਰਲਡ ਸਿੱਖ ਪਾਰਲੀਮੈਂਟ ਵੱਲੋਂ... (835, 602, 1051, 626)
notice-body: I Santosh W/o Jit Kumar declare that Original Transfer deed dated 03-05-2013 doc no 303 executed by Ashok Kumar in favour of Shailja has been lost on dated 8-10-2024. If anyone find please contact Adv PS Puri Mob -9815421210 (12, 1184, 360, 1244)
article-body: ਕਿ ਆਮ ਚੋਣਾਂ ਨਾਲ ਵਿਸ਼ਵਾਸ਼ੀ ਜੋ ਕਿ ਪੰਚਾਇਤੀ ਚੋਣ ਕਰ ਰਿਹਾ ਹੈ ਤੇ ਇਹ ਕਿ ਤਾਂ ਪ੍ਰਸ਼ਾਸਨ ਨੇ 30 ਤੋਂ 40 ਫੀਸਦੀ ਉਮੀਦਵਾਰਾਂ ਦੇ ਕਾਗਜ਼ ਰੱਦ ਕਰ ਦਿੱਤੇ। ਪਿੰਡਾਂ ਦੇ ਲੋਕਾਂ ਵਿੱਚ ਇਸ ਗੱਲ ਨੂੰ ਲੈ ਕੇ ਭਾਰੀ ਰੋਸ ਪਾਇਆ ਜਾ ਰਿਹਾ ਹੈ ਅਤੇ ਉਹ ਸਰਕਾਰ 'ਤੇ ਧੱਕੇਸ਼ਾਹੀ ਦੇ ਦੋਸ਼ ਲਗਾ ਰਹੇ ਹਨ। ਵਿਰੋਧੀ ਪਾਰਟੀਆਂ ਨੇ ਵੀ ਇਸ ਮੁੱਦੇ ਨੂੰ ਚੁੱਕਦਿਆਂ ਕਿਹਾ ਕਿ ਲੋਕਤੰਤਰ ਦਾ ਘਾਣ ਕੀਤਾ ਜਾ ਰਿਹਾ ਹੈ। ਪੇਂਡੂ ਖੇਤਰਾਂ ਵਿੱਚ ਲੋਕ ਚਾਹੁੰਦੇ ਹਨ ਕਿ ਚੋਣਾਂ ਨਿਰਪੱਖ ਢੰਗ ਨਾਲ ਹੋਣ ਅਤੇ ਹਰ ਉਮੀਦਵਾਰ ਨੂੰ ਬਰਾਬਰ ਦਾ ਮੌਕਾ ਮਿਲੇ। ਕਈ ਪਿੰਡਾਂ ਵਿੱਚ ਸਰਬਸੰਮਤੀ ਨਾਲ ਪੰਚਾਇਤਾਂ ਚੁਣੀਆਂ ਗਈਆਂ ਹਨ ਜਦਕਿ ਬਾਕੀ ਥਾਵਾਂ 'ਤੇ ਮੁਕਾਬਲਾ ਦਿਲਚਸਪ ਬਣਿਆ ਹੋਇਆ ਹੈ। ਚੋਣ ਕਮਿਸ਼ਨ ਨੇ ਭਰੋਸਾ ਦਿੱਤਾ ਹੈ ਕਿ ਸਾਰੀਆਂ ਸ਼ਿਕਾਇਤਾਂ ਦੀ ਜਾਂਚ ਕੀਤੀ ਜਾਵੇਗੀ। (378, 366, 753, 460)
article-headline: ਬਾਰਡਰ ਨਾਂ ਖੁੱਲਣ ਦੀ ਸੂਰਤ ... (458, 103, 674, 126)
municipal-public-notice (6, 1256, 366, 1393)
notice-title: Lost Notice (147, 1162, 225, 1180)
column-2 (378, 57, 753, 2364)
article-body: ਤੋਂ ਪੁੱਛ ਸਕਦੇ ਹਾਂ, ਜਾਂ ਫਿਰ ਕਰਜ਼ 'ਚ ਗਲੇ-ਕੁਲੇ ਕਦੇ ਆਪਣੀ ਧੀ ਨੂੰ ਪੜ੍ਹਾਉਣ ਦਾ ਫ਼ੈਸਲਾ ਕਰ ਸਕਦੇ ਹਾਂ। ਅੰਤਰਰਾਸ਼ਟਰੀ ਬਾਲੜੀ ਦਿਵਸ ਹਰ ਸਾਲ 11 ਅਕਤੂਬਰ ਨੂੰ ਮਨਾਇਆ ਜਾਂਦਾ ਹੈ। ਇਸ ਦਿਵਸ ਦਾ ਮੁੱਖ ਮੰਤਵ ਲੜਕੀਆਂ ਦੇ ਹੱਕਾਂ ਪ੍ਰਤੀ ਜਾਗਰੂਕਤਾ ਪੈਦਾ ਕਰਨਾ ਅਤੇ ਉਨ੍ਹਾਂ ਨੂੰ ਦਰਪੇਸ਼ ਚੁਣੌਤੀਆਂ ਬਾਰੇ ਗੱਲ ਕਰਨਾ ਹੈ। ਸੰਯੁਕਤ ਰਾਸ਼ਟਰ ਨੇ 2011 ਵਿੱਚ ਇਸ ਦਿਵਸ ਨੂੰ ਮਨਾਉਣ ਦਾ ਐਲਾਨ ਕੀਤਾ ਸੀ। ਅੱਜ ਵੀ ਸਮਾਜ ਵਿੱਚ ਲੜਕੀਆਂ ਨੂੰ ਸਿੱਖਿਆ, ਸਿਹਤ ਅਤੇ ਬਰਾਬਰੀ ਦੇ ਮੌਕਿਆਂ ਲਈ ਸੰਘਰਸ਼ ਕਰਨਾ ਪੈਂਦਾ ਹੈ। ਸਾਨੂੰ ਸਾਰਿਆਂ ਨੂੰ ਮਿਲ ਕੇ ਧੀਆਂ ਨੂੰ ਅੱਗੇ ਵਧਣ ਦੇ ਮੌਕੇ ਦੇਣੇ ਚਾਹੀਦੇ ਹਨ ਤਾਂ ਜੋ ਉਹ ਆਪਣੇ ਸੁਪਨਿਆਂ ਨੂੰ ਪੂਰਾ ਕਰ ਸਕਣ ਅਤੇ ਦੇਸ਼ ਦੀ ਤਰੱਕੀ ਵਿੱਚ ਆਪਣਾ ਯੋਗਦਾਨ ਪਾ ਸਕਣ। ਧੀਆਂ ਸਾਡਾ ਮਾਣ ਹਨ ਅਤੇ ਉਨ੍ਹਾਂ ਦੀ ਸੁਰੱਖਿਆ ਸਾਡੀ ਜ਼ਿੰਮੇਵਾਰੀ ਹੈ। (1135, 411, 1506, 519)
resolution-item: ਮਤਾ 1: ਵਰਲਡ ਸਿੱਖ ਪਾਰਲੀਮੈਂਟ 1986 ਅਤੇ 2015 ਦੇ ਸਰਬੱਤ ਖ਼ਾਲਸਾ ਇਕੱਠਾਂ ਦੇ ਮਤਿਆਂ ਦੀ ਪ੍ਰੋੜ੍ਹਤਾ ਕਰਦੀ ਹੈ ਅਤੇ ਸਿੱਖ ਕੌਮ ਦੀ ਆਜ਼ਾਦੀ ਲਈ ਸੰਘਰਸ਼ ਜਾਰੀ ਰੱਖਣ ਦਾ ਅਹਿਦ ਲੈਂਦੀ ਹੈ। (1135, 101, 1506, 127)
lost-notice (6, 1156, 366, 1251)
article-eye-camp (6, 500, 366, 939)
logo-word-3: ਪਹਿਰੇਦਾਰ (143, 6, 262, 44)
resolution-item: ਮਤਾ 6: ਵਰਲਡ ਸਿੱਖ ਪਾਰਲੀਮੈਂਟ ਪੰਜਾਬ ਦੇ ਪਾਣੀਆਂ ਦੀ ਰਾਖੀ ਅਤੇ ਕਿਸਾਨੀ ਸੰਘਰਸ਼ ਦੀ ਹਮਾਇਤ ਕਰਦੀ ਹੈ। (1135, 254, 1506, 279)
notice-body: It is hereby informed that the original sale deed documents of property have been lost and any person finding them may contact the undersigned. Objections, if any, may be filed within 15 days. (12, 1085, 171, 1140)
list-item: 5. ਨੇਹਾ ਪੁੱਤਰ ਸਵ. ਸ੍ਰੀ ਜਸੀ (1140, 727, 1243, 739)
notice-subtitle: ਨਗਰ ਨਿਗਮ ਲੁਧਿਆਣਾ (148, 1282, 224, 1293)
article-vegetables (761, 395, 1125, 477)
article-headline: ਗਾਜ਼ਾ ਸ਼ੈਲਟਰ 'ਤੇ ਇਜ਼ਰਾਈਲੀ ... (450, 704, 682, 727)
article-photo (6, 582, 366, 811)
column-4 (1135, 57, 1506, 2364)
imprint-footer: Editor, Printer and Publisher Rishabdeep Singh, Printed at: Impression Printing & Packaging (Ltd.) Plot No. 22 Phase-2 industrial Area Panchkula (Haryana) 134109 & Published From 3223, First Floor, Sector-35D, Chandigarh (0, 2367, 1512, 2411)
list-item: 1. ਗਲਤੀ ਪਤਨੀ ਸਵ. ਸ੍ਰੀ ਸ਼ਨੀ (12, 1330, 124, 1342)
notice-title: ਪਬਲਿਕ ਨੋਟਿਸ (238, 956, 317, 973)
article-headline: ਮੰਤਰੀ ਡਾ. ਰਵਜੋਤ ਸਿੰਘ ਨੂੰ ਮਿਲਿਆ (6, 88, 361, 121)
column-1 (6, 57, 366, 2364)
article-headline: ਅੱਜ ਦੀ ਤਾਰੀਖ ਤਿੰਨ ਥਾਵਾਂ 'ਤੇ ... (825, 132, 1061, 156)
notices-row (6, 947, 366, 1152)
notice-subtitle: ਨਗਰ ਨਿਗਮ ਲੁਧਿਆਣਾ (1283, 630, 1358, 641)
article-body: ਅਤੇ ਭਵਿੱਖ ਵਿੱਚ ਕੀਤੇ ਜਾਣ ਵਾਲੇ ਕਾਰਜਾਂ ਬਾਰੇ ਚਰਚਾ ਕੀਤੀ ਗਈ। ਵਰਲਡ ਸਿੱਖ ਪਾਰਲੀਮੈਂਟ ਦੇ ਨੁਮਾਇੰਦਿਆਂ ਨੇ ਕਿਹਾ ਕਿ ਸਿੱਖ ਕੌਮ ਦੇ ਹੱਕਾਂ ਦੀ ਰਾਖੀ ਲਈ ਅੰਤਰਰਾਸ਼ਟਰੀ ਪੱਧਰ 'ਤੇ ਆਵਾਜ਼ ਬੁਲੰਦ ਕੀਤੀ ਜਾਵੇਗੀ। ਉਨ੍ਹਾਂ ਨੇ ਦੁਨੀਆ ਭਰ ਵਿੱਚ ਵੱਸਦੇ ਸਿੱਖਾਂ ਨੂੰ ਇਕਜੁੱਟ ਹੋਣ ਦਾ ਸੱਦਾ ਦਿੱਤਾ ਅਤੇ ਪੰਥਕ ਏਕਤਾ ਦੀ ਲੋੜ 'ਤੇ ਜ਼ੋਰ ਦਿੱਤਾ। (761, 631, 1125, 683)
article-body: 120, ਨਾਸ਼ਪਾਤੀ 80, ਕੀਵੀ 150 ਅਤੇ �਼ੰਗੂਰ ਦੇ ਭਾਅ 50 ਤੋਂ 200 ਰੁਪਏ ਪ੍ਰਤੀ ਕਿਲੋ ਤੱਕ ਹਨ, ਜਦੋਂਕਿ ਕੇਲੇ ਦੇ ਭਾਅ 60 ਰੁਪਏ ਦਰਜਨ ਅਤੇ ਨਾਰੀਅਲ 50 ਰੁਪਏ ਪ੍ਰਤੀ ਨਗ ਵਿਕ ਰਿਹਾ ਹੈ। ਨਵਰਾਤਰਿਆਂ ਦੇ ਚਲਦਿਆਂ ਫਲਾਂ ਦੀ ਮੰਗ ਵਧਣ ਕਾਰਨ ਕੀਮਤਾਂ ਵਿੱਚ ਵਾਧਾ ਹੋਇਆ ਹੈ। ਦੁਕਾਨਦਾਰਾਂ ਦਾ ਕਹਿਣਾ ਹੈ ਕਿ ਮੰਡੀ ਵਿੱਚ ਫਲਾਂ ਦੀ ਆਮਦ ਘੱਟ ਹੋਣ ਕਾਰਨ ਭਾਅ ਵਧੇ ਹਨ। (761, 423, 1125, 476)
disinheritance-notice (6, 951, 183, 1054)
article-body: 42,000 ਤੋਂ ਪਾਰ ਹੋ ਗਈ ਹੈ ਅਤੇ 97,000 ਤੋਂ ਵੱਧ ਲੋਕ ਜ਼ਖਮੀ ਹੋ ਚੁੱਕੇ ਹਨ। ਅਧਿਕਾਰੀਆਂ ਮੁਤਾਬਕ ਹਮਲੇ ਵਿੱਚ ਬੱਚੇ ਅਤੇ ਔਰਤਾਂ ਵੀ ਸ਼ਾਮਲ ਹਨ। ਸੰਯੁਕਤ ਰਾਸ਼ਟਰ ਨੇ ਇਸ ਹਮਲੇ ਦੀ ਨਿੰਦਾ ਕਰਦਿਆਂ ਤੁਰੰਤ ਜੰਗਬੰਦੀ ਦੀ ਮੰਗ ਕੀਤੀ ਹੈ। ਗਾਜ਼ਾ ਵਿੱਚ ਮਨੁੱਖੀ ਸੰਕਟ ਲਗਾਤਾਰ ਗੰਭੀਰ ਹੁੰਦਾ ਜਾ ਰਿਹਾ ਹੈ। (378, 732, 753, 771)
municipal-public-notice (1135, 605, 1506, 784)
resolution-item: ਮਤਾ 4: ਵਰਲਡ ਸਿੱਖ ਪਾਰਲੀਮੈਂਟ ਵਿਦੇਸ਼ਾਂ ਵਿੱਚ ਸਿੱਖਾਂ ਵਿਰੁੱਧ ਹੋ ਰਹੀਆਂ ਕਾਰਵਾਈਆਂ ਦੀ ਨਿੰਦਾ ਕਰਦੀ ਹੈ। (1135, 192, 1506, 218)
